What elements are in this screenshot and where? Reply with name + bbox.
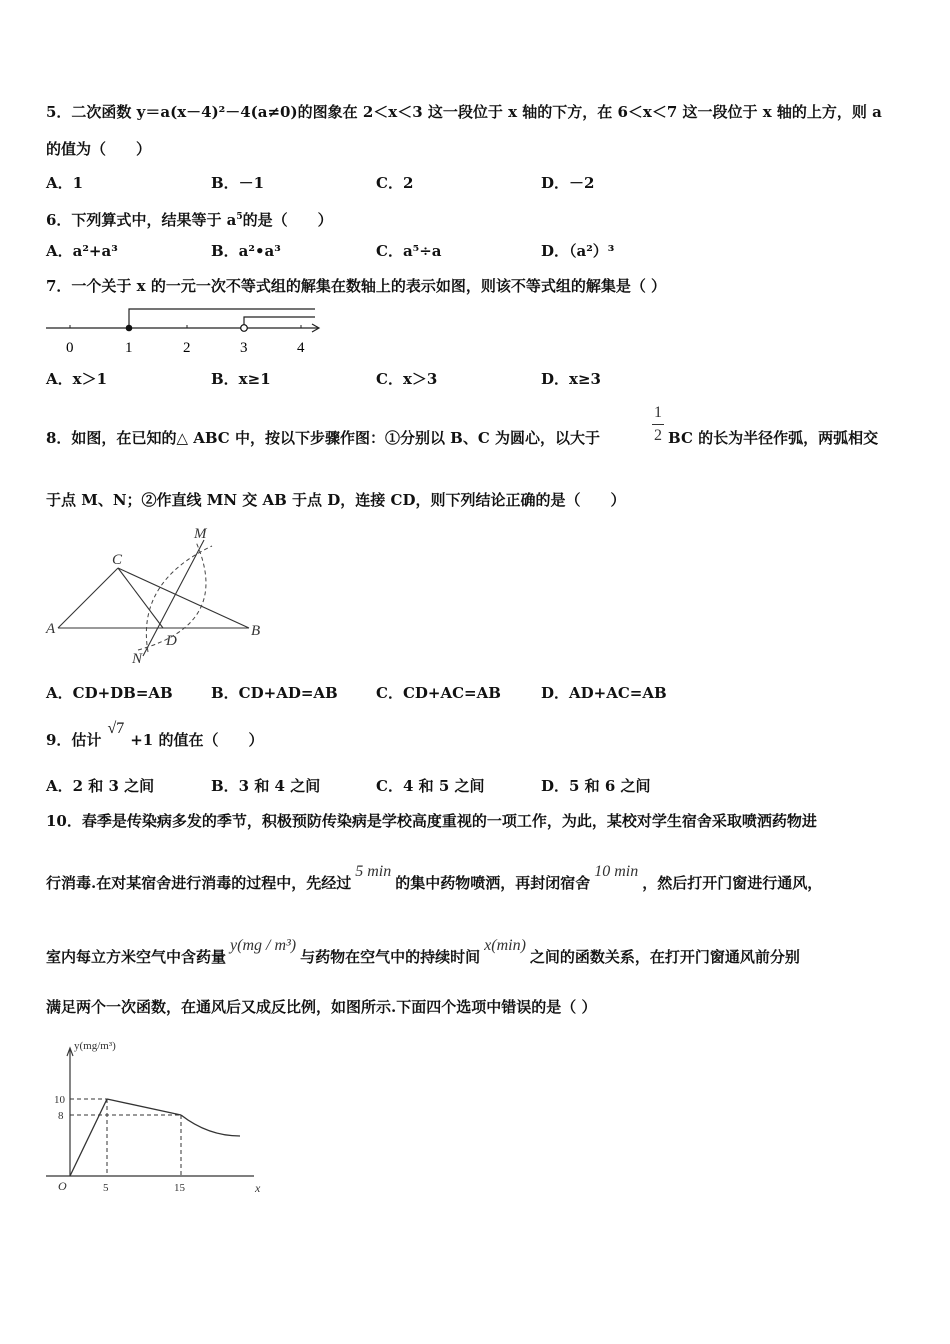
q7-label-0: 0 [66,340,74,356]
q5-option-d: D．－2 [541,174,595,192]
q10-math-x-unit: x(min) [484,937,526,954]
q9-stem [46,720,264,751]
q6-option-d: D．（a²）³ [541,242,615,260]
q8-arc-1 [146,546,212,652]
q10-graph-figure [40,1038,270,1200]
q9-stem-pre: 9．估计 [46,731,102,749]
q8-fraction [652,404,664,445]
q10-line2-c: ，然后打开门窗进行通风， [642,874,823,892]
q8-option-d: D．AD+AC=AB [541,684,667,702]
q7-number-line-figure [40,305,330,360]
q10-y-axis-label: y(mg/m³) [74,1040,116,1052]
q10-x-tick-15: 15 [174,1182,185,1194]
q8-option-a: A．CD+DB=AB [46,684,173,702]
q10-segment-rise [70,1099,107,1176]
q7-solution-bracket-2 [244,317,315,328]
q10-math-10min: 10 min [594,863,639,880]
q7-option-d: D．x≥3 [541,370,601,388]
q10-x-axis-label: x [255,1181,261,1195]
q8-label-n: N [132,651,143,666]
q10-line3-a: 室内每立方米空气中含药量 [46,948,227,966]
q10-origin-label: O [58,1179,67,1193]
q9-option-d: D．5 和 6 之间 [541,777,651,795]
q9-stem-post: +1 的值在（ ） [130,731,264,749]
q5-option-c: C．2 [376,174,414,192]
q8-label-a: A [46,621,56,637]
q5-stem-line1: 5．二次函数 y＝a(x－4)²－4(a≠0)的图象在 2＜x＜3 这一段位于 x 轴的下方，在 6＜x＜7 这一段位于 x 轴的上方，则 a [46,103,882,121]
q5-stem-line2: 的值为（ ） [46,140,152,158]
q10-y-tick-10: 10 [54,1094,65,1106]
q7-open-dot [241,325,248,332]
q7-label-1: 1 [125,340,133,356]
q6-stem-pre: 6．下列算式中，结果等于 a [46,211,237,229]
q8-fraction-num: 1 [654,404,662,421]
q6-option-c: C．a⁵÷a [376,242,442,260]
q10-line2-b: 的集中药物喷洒，再封闭宿舍 [395,874,591,892]
q6-stem [46,207,333,230]
q8-stem-line2: 于点 M、N；②作直线 MN 交 AB 于点 D，连接 CD，则下列结论正确的是（ ） [46,491,626,509]
q7-label-4: 4 [297,340,305,356]
q10-segment-decline [107,1099,181,1115]
q8-stem-line1-post: BC 的长为半径作弧，两弧相交 [668,429,879,447]
q6-stem-sup: 5 [236,212,243,222]
q10-math-y-unit: y(mg / m³) [230,937,297,954]
q10-stem-line2 [46,863,823,894]
q8-segment-ac [58,568,118,628]
q7-option-b: B．x≥1 [211,370,271,388]
q10-stem-line4: 满足两个一次函数，在通风后又成反比例，如图所示.下面四个选项中错误的是（ ） [46,998,597,1016]
q10-y-tick-8: 8 [58,1110,64,1122]
q8-label-b: B [251,623,261,639]
q8-segment-cb [118,568,249,628]
q6-option-b: B．a²•a³ [211,242,281,260]
q10-x-tick-5: 5 [103,1182,109,1194]
q7-closed-dot [126,325,133,332]
q9-option-a: A．2 和 3 之间 [46,777,155,795]
q10-stem-line1: 10．春季是传染病多发的季节，积极预防传染病是学校高度重视的一项工作，为此，某校对学生宿舍采取喷洒药物进 [46,812,817,830]
q7-solution-bracket-1 [129,309,315,328]
q10-line2-a: 行消毒.在对某宿舍进行消毒的过程中，先经过 [46,874,352,892]
q8-label-c: C [112,552,123,568]
q8-stem-line1-pre: 8．如图，在已知的△ ABC 中，按以下步骤作图：①分别以 B、C 为圆心，以大于 [46,429,601,447]
q8-fraction-den: 2 [654,427,662,444]
q10-line3-b: 与药物在空气中的持续时间 [300,948,481,966]
q10-math-5min: 5 min [355,863,392,880]
q8-label-m: M [194,526,207,542]
q8-fraction-bar [652,424,664,425]
q8-label-d: D [166,633,177,649]
q8-option-b: B．CD+AD=AB [211,684,338,702]
q10-stem-line3 [46,937,800,968]
q7-label-2: 2 [183,340,191,356]
q5-option-b: B．－1 [211,174,265,192]
q9-radical: √7 [107,720,125,737]
q6-option-a: A．a²+a³ [46,242,118,260]
q8-option-c: C．CD+AC=AB [376,684,501,702]
q6-stem-post: 的是（ ） [242,211,333,229]
q5-option-a: A．1 [46,174,84,192]
q8-triangle-figure [44,524,266,666]
q8-segment-cd [118,568,163,628]
q10-line3-c: 之间的函数关系，在打开门窗通风前分别 [529,948,800,966]
q10-curve-inverse [181,1115,240,1136]
q7-option-c: C．x＞3 [376,370,438,388]
q9-option-c: C．4 和 5 之间 [376,777,485,795]
q7-option-a: A．x＞1 [46,370,108,388]
q9-option-b: B．3 和 4 之间 [211,777,321,795]
q7-label-3: 3 [240,340,248,356]
q7-stem: 7．一个关于 x 的一元一次不等式组的解集在数轴上的表示如图，则该不等式组的解集是（ ） [46,277,667,295]
